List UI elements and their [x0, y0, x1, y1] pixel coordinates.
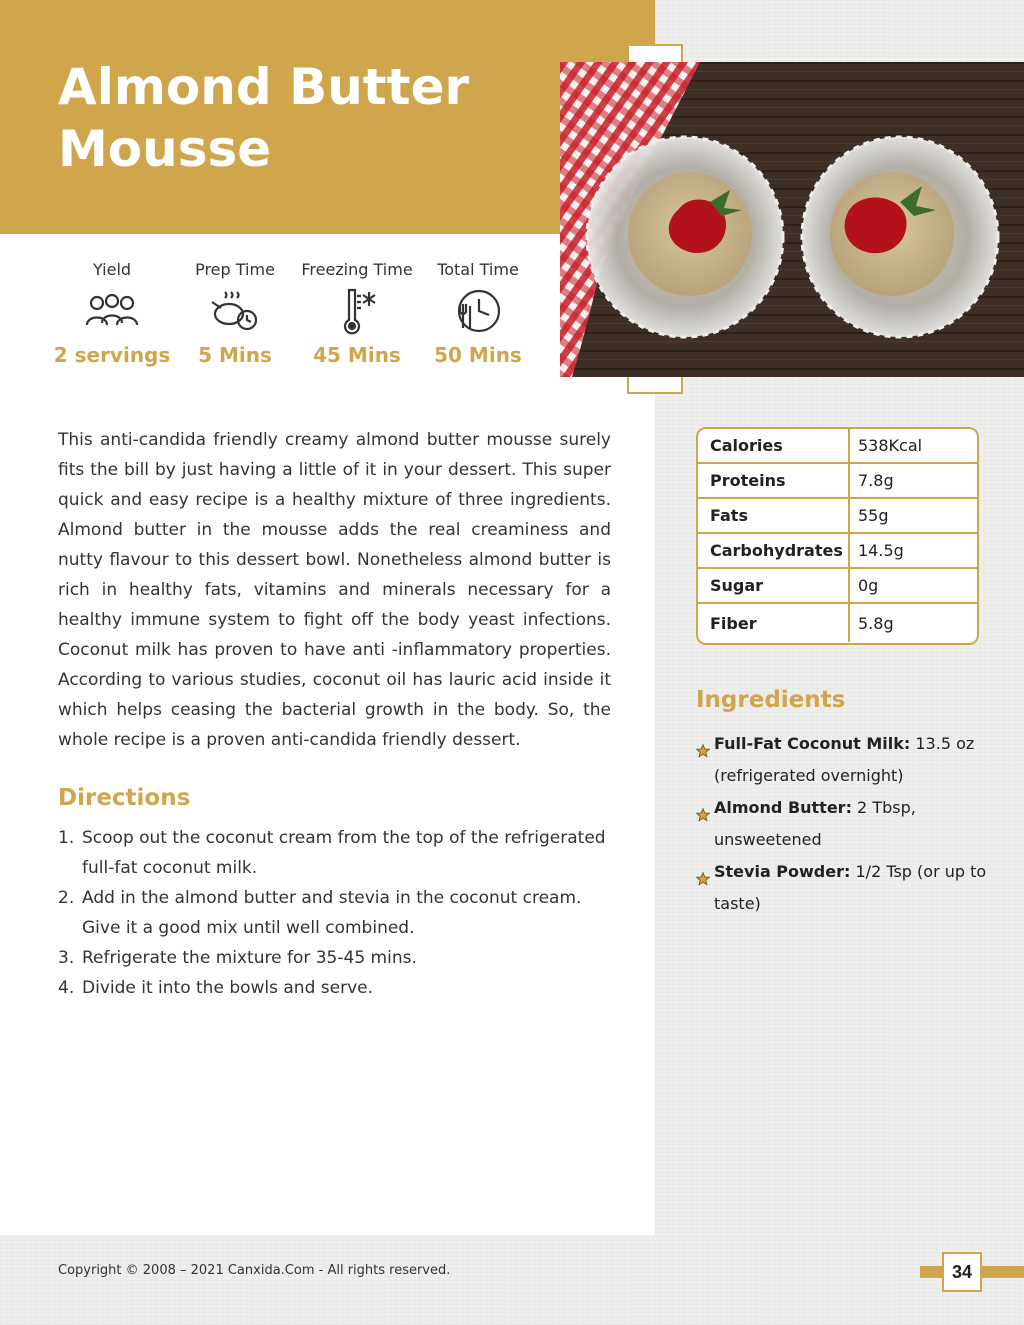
direction-step: [58, 883, 611, 943]
direction-step: [58, 973, 611, 1003]
directions-heading: Directions: [58, 785, 191, 811]
ingredient-name: Full-Fat Coconut Milk:: [714, 734, 911, 753]
nutrition-table: [696, 427, 979, 645]
copyright-text: Copyright © 2008 – 2021 Canxida.Com - All rights reserved.: [58, 1263, 451, 1278]
stat-value: 45 Mins: [313, 343, 401, 367]
table-row: [698, 464, 977, 499]
recipe-intro: This anti-candida friendly creamy almond butter mousse surely fits the bill by just having a little of it in your dessert. This super quick and easy recipe is a healthy mixture of three ingredients. Almond butter in the mousse adds the real creaminess and nutty flavour to this dessert bowl. Nonetheless almond butter is rich in healthy fats, vitamins and minerals necessary for a healthy immune system to fight off the body yeast infections. Coconut milk has proven to have anti -inflammatory properties. According to various studies, coconut oil has lauric acid inside it which helps ceasing the bacterial growth in the body. So, the whole recipe is a proven anti-candida friendly dessert.: [58, 430, 611, 750]
stat-total-time: [418, 258, 538, 368]
stat-yield: [52, 258, 172, 368]
utensils-clock-icon: [418, 282, 538, 340]
step-number: 4.: [58, 978, 75, 998]
table-row: [698, 534, 977, 569]
stat-label: Freezing Time: [301, 260, 413, 279]
stat-label: Total Time: [437, 260, 519, 279]
ingredient-name: Almond Butter:: [714, 798, 852, 817]
nutrient-value: 7.8g: [858, 471, 894, 490]
nutrient-value: 55g: [858, 506, 889, 525]
stat-prep-time: [175, 258, 295, 368]
nutrient-name: Carbohydrates: [698, 534, 850, 567]
direction-step: [58, 943, 611, 973]
stat-label: Prep Time: [195, 260, 275, 279]
directions-list: [58, 823, 611, 1003]
thermometer-snowflake-icon: [297, 282, 417, 340]
stat-label: Yield: [92, 260, 132, 279]
ingredient-detail: 13.5 oz (refrigerated overnight): [714, 734, 975, 785]
stat-value: 50 Mins: [434, 343, 522, 367]
nutrient-value: 0g: [858, 576, 879, 595]
step-text: Add in the almond butter and stevia in the coconut cream. Give it a good mix until well combined.: [82, 888, 582, 938]
ingredient-name: Stevia Powder:: [714, 862, 851, 881]
direction-step: [58, 823, 611, 883]
stat-value: 5 Mins: [198, 343, 272, 367]
step-text: Divide it into the bowls and serve.: [82, 978, 374, 998]
ingredient-item: [696, 728, 996, 792]
step-number: 3.: [58, 948, 75, 968]
step-text: Scoop out the coconut cream from the top of the refrigerated full-fat coconut milk.: [82, 828, 606, 878]
recipe-stats: [52, 258, 532, 370]
ingredient-detail: 2 Tbsp, unsweetened: [714, 798, 916, 849]
ingredients-list: [696, 728, 996, 920]
recipe-photo: [560, 62, 1024, 377]
table-row: [698, 429, 977, 464]
nutrient-name: Fiber: [698, 604, 850, 642]
recipe-title: Almond Butter Mousse: [58, 58, 470, 178]
nutrient-value: 538Kcal: [858, 436, 923, 455]
step-number: 1.: [58, 828, 75, 848]
step-text: Refrigerate the mixture for 35-45 mins.: [82, 948, 417, 968]
nutrient-value: 14.5g: [858, 541, 904, 560]
page-number: 34: [942, 1252, 982, 1292]
stat-value: 2 servings: [53, 343, 171, 367]
step-number: 2.: [58, 888, 75, 908]
footer-background: [0, 1235, 1024, 1325]
star-icon: [696, 801, 710, 833]
ingredient-item: [696, 792, 996, 856]
star-icon: [696, 737, 710, 769]
people-icon: [52, 282, 172, 340]
cooking-pan-timer-icon: [175, 282, 295, 340]
ingredient-detail: 1/2 Tsp (or up to taste): [714, 862, 987, 913]
nutrient-name: Calories: [698, 429, 850, 462]
table-row: [698, 569, 977, 604]
table-row: [698, 604, 977, 642]
stat-freezing-time: [297, 258, 417, 368]
ingredient-item: [696, 856, 996, 920]
ingredients-heading: Ingredients: [696, 687, 846, 713]
nutrient-name: Sugar: [698, 569, 850, 602]
star-icon: [696, 865, 710, 897]
nutrient-value: 5.8g: [858, 613, 894, 633]
nutrient-name: Proteins: [698, 464, 850, 497]
table-row: [698, 499, 977, 534]
nutrient-name: Fats: [698, 499, 850, 532]
